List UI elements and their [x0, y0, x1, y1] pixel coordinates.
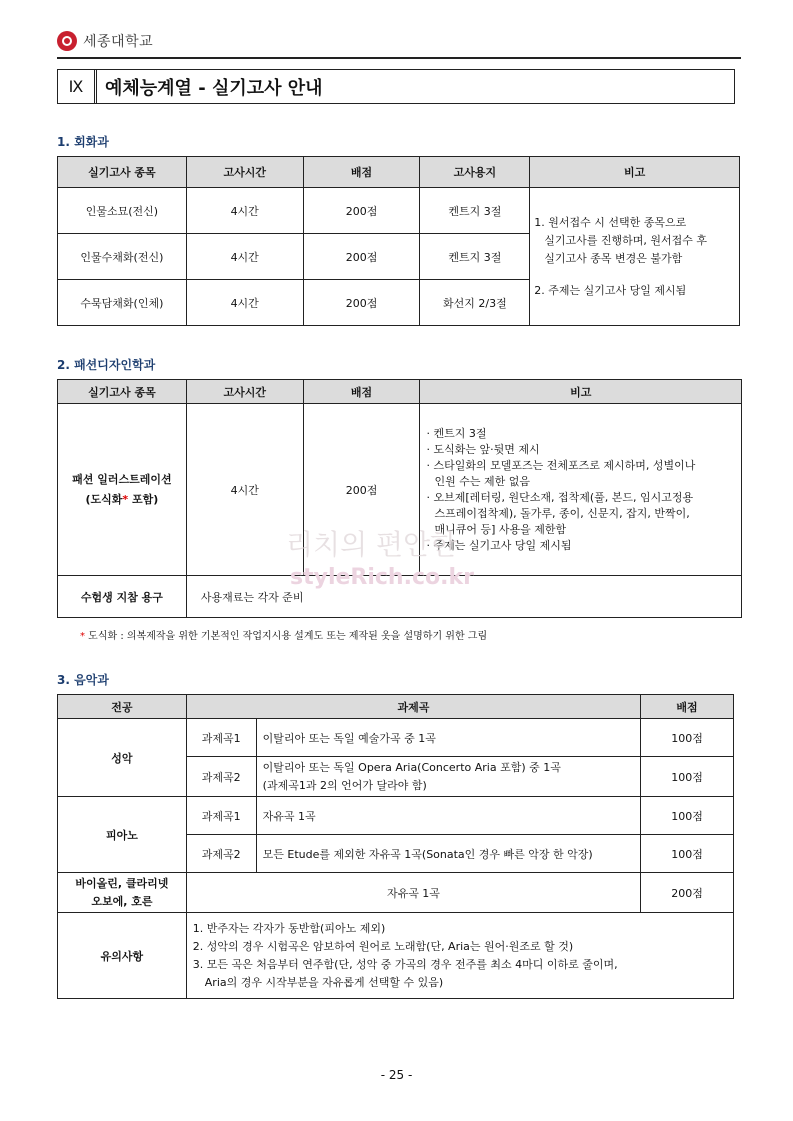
- remark-bullet: · 도식화는 앞·뒷면 제시: [426, 442, 540, 456]
- chapter-title: 예체능계열 - 실기고사 안내: [105, 77, 323, 99]
- fashion-footnote: * 도식화 : 의복제작을 위한 기본적인 작업지시용 설계도 또는 제작된 옷을 설명하기 위한 그림: [80, 631, 488, 642]
- painting-remarks: [530, 188, 740, 326]
- remark-line: 2. 주제는 실기고사 당일 제시됨: [534, 283, 687, 297]
- cell-time: 4시간: [186, 234, 303, 280]
- page-header: [57, 27, 153, 55]
- major-vocal: 성악: [58, 719, 187, 797]
- cell-time: 4시간: [186, 188, 303, 234]
- cell-paper: 켄트지 3절: [420, 188, 530, 234]
- note-item: Aria의 경우 시작부분을 자유롭게 선택할 수 있음): [204, 975, 444, 989]
- chapter-number: Ⅸ: [58, 70, 97, 103]
- piece-number: 과제곡2: [186, 835, 256, 873]
- note-item: 1. 반주자는 각자가 동반함(피아노 제외): [192, 921, 386, 935]
- remark-bullet: · 오브제[레터링, 원단소재, 접착제(풀, 본드, 임시고정용: [426, 490, 694, 504]
- col-header: 배점: [641, 695, 734, 719]
- cell-item: 인물수채화(전신): [58, 234, 187, 280]
- col-header: 실기고사 종목: [58, 157, 187, 188]
- col-header: 고사용지: [420, 157, 530, 188]
- col-header: 전공: [58, 695, 187, 719]
- section-title-music: 3. 음악과: [57, 673, 109, 687]
- cell-score: 200점: [303, 234, 420, 280]
- section-title-fashion: 2. 패션디자인학과: [57, 358, 156, 372]
- notes-label: 유의사항: [58, 913, 187, 999]
- cell-score: 200점: [303, 188, 420, 234]
- music-notes: [186, 913, 733, 999]
- piece-desc: 이탈리아 또는 독일 Opera Aria(Concerto Aria 포함) 중 1곡 (과제곡1과 2의 언어가 달라야 함): [256, 757, 640, 797]
- col-header: 비고: [530, 157, 740, 188]
- supplies-value: 사용재료는 각자 준비: [186, 576, 741, 618]
- fashion-remarks: [420, 404, 742, 576]
- piece-desc: 모든 Etude를 제외한 자유곡 1곡(Sonata인 경우 빠른 악장 한 악장): [256, 835, 640, 873]
- remark-line: 실기고사 종목 변경은 불가함: [544, 251, 683, 265]
- cell-item: 인물소묘(전신): [58, 188, 187, 234]
- col-header: 비고: [420, 380, 742, 404]
- cell-item: 수묵담채화(인체): [58, 280, 187, 326]
- music-table: [57, 694, 734, 999]
- piece-desc: 자유곡 1곡: [256, 797, 640, 835]
- piece-score: 200점: [641, 873, 734, 913]
- table-row: [58, 913, 734, 999]
- piece-score: 100점: [641, 757, 734, 797]
- col-header: 배점: [303, 157, 420, 188]
- page-number: - 25 -: [380, 1068, 413, 1082]
- cell-score: 200점: [303, 280, 420, 326]
- piece-desc: 이탈리아 또는 독일 예술가곡 중 1곡: [256, 719, 640, 757]
- major-piano: 피아노: [58, 797, 187, 873]
- university-name: 세종대학교: [83, 34, 154, 50]
- piece-score: 100점: [641, 835, 734, 873]
- cell-paper: 켄트지 3절: [420, 234, 530, 280]
- cell-paper: 화선지 2/3절: [420, 280, 530, 326]
- watermark-text: 리치의 편안한: [286, 528, 458, 561]
- col-header: 실기고사 종목: [58, 380, 187, 404]
- table-row: [58, 873, 734, 913]
- remark-bullet: 스프레이접착제), 돌가루, 종이, 신문지, 잡지, 반짝이,: [434, 506, 690, 520]
- cell-time: 4시간: [186, 404, 303, 576]
- painting-table: [57, 156, 740, 326]
- col-header: 배점: [303, 380, 420, 404]
- remark-bullet: 인원 수는 제한 없음: [434, 474, 530, 488]
- remark-line: 1. 원서접수 시 선택한 종목으로: [534, 215, 687, 229]
- watermark-url: styleRich.co.kr: [290, 565, 474, 590]
- supplies-label: 수험생 지참 용구: [58, 576, 187, 618]
- col-header: 과제곡: [186, 695, 640, 719]
- remark-line: 실기고사를 진행하며, 원서접수 후: [544, 233, 708, 247]
- table-row: [58, 188, 740, 234]
- piece-number: 과제곡1: [186, 797, 256, 835]
- section-title-painting: 1. 회화과: [57, 135, 109, 149]
- fashion-item-name: 패션 일러스트레이션: [72, 472, 172, 486]
- remark-bullet: 매니큐어 등] 사용을 제한함: [434, 522, 567, 536]
- piece-score: 100점: [641, 797, 734, 835]
- header-divider: [57, 57, 741, 59]
- piece-number: 과제곡1: [186, 719, 256, 757]
- cell-score: 200점: [303, 404, 420, 576]
- remark-bullet: · 켄트지 3절: [426, 426, 487, 440]
- col-header: 고사시간: [186, 157, 303, 188]
- remark-bullet: · 스타일화의 모델포즈는 전체포즈로 제시하며, 성별이나: [426, 458, 696, 472]
- cell-item: [58, 404, 187, 576]
- piece-score: 100점: [641, 719, 734, 757]
- table-row: [58, 719, 734, 757]
- major-others: 바이올린, 클라리넷 오보에, 호른: [58, 873, 187, 913]
- note-item: 3. 모든 곡은 처음부터 연주함(단, 성악 중 가곡의 경우 전주를 최소 4마디 이하로 줄이며,: [192, 957, 618, 971]
- chapter-banner: [57, 69, 735, 104]
- fashion-item-sub: (도식화* 포함): [85, 492, 159, 506]
- university-logo-icon: [57, 31, 77, 51]
- table-row: [58, 797, 734, 835]
- piece-number: 과제곡2: [186, 757, 256, 797]
- remark-bullet: · 주제는 실기고사 당일 제시됨: [426, 538, 572, 552]
- cell-time: 4시간: [186, 280, 303, 326]
- note-item: 2. 성악의 경우 시험곡은 암보하여 원어로 노래함(단, Aria는 원어·원조로 할 것): [192, 939, 574, 953]
- col-header: 고사시간: [186, 380, 303, 404]
- piece-desc: 자유곡 1곡: [186, 873, 640, 913]
